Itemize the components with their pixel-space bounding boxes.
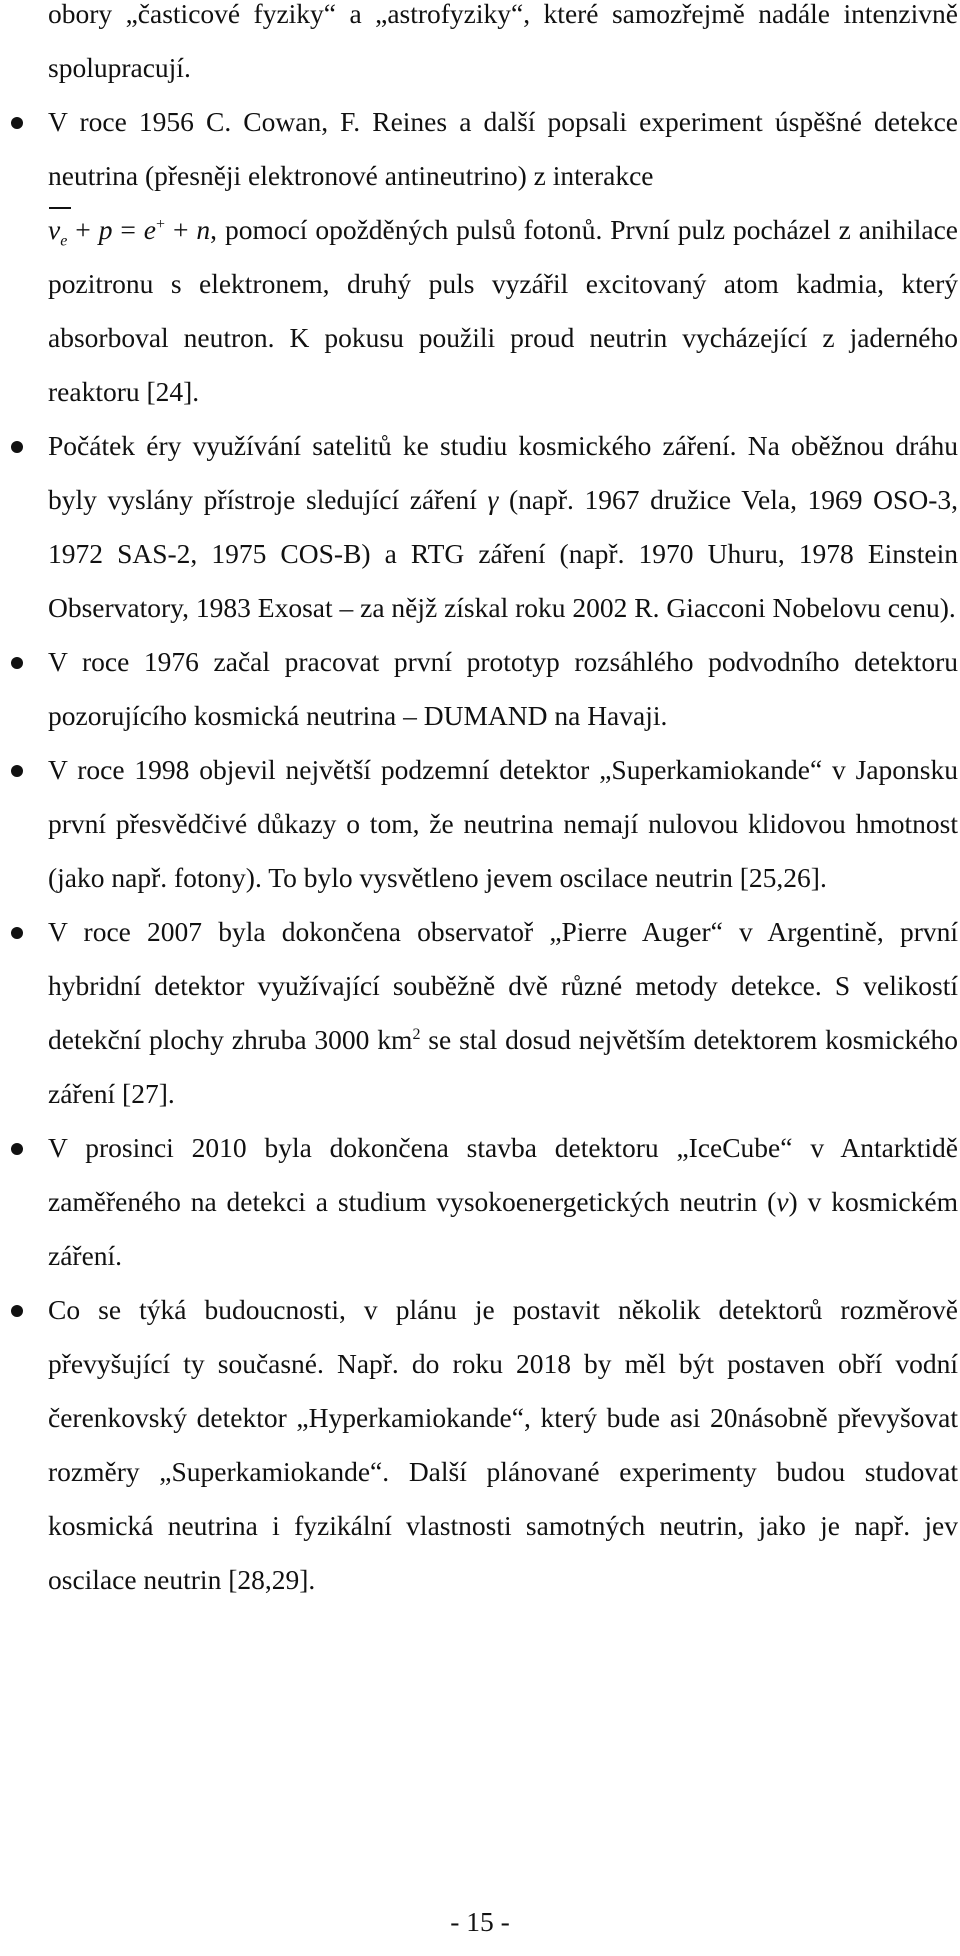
gamma-symbol: γ [487,484,499,515]
page-number: - 15 - [450,1906,510,1937]
equation-antineutrino: ν [48,203,60,257]
continuation-paragraph: obory „časticové fyziky“ a „astrofyziky“, které samozřejmě nadále intenzivně spolupracují. [48,0,958,83]
bullet-icon [11,765,23,777]
item-text: V roce 2007 byla dokončena observatoř „Pierre Auger“ v Argentině, první hybridní detektor využívající souběžně dvě různé metody detekce. S velikostí detekční plochy zhruba 3000 km [48,916,958,1055]
list-item [48,635,958,743]
item-text: (např. 1967 družice Vela, 1969 OSO-3, 1972 SAS-2, 1975 COS-B) a RTG záření (např. 1970 Uhuru, 1978 Einstein Observatory, 1983 Exosat – za nějž získal roku 2002 R. Giacconi Nobelovu cenu). [48,484,958,623]
list-item [48,95,958,419]
item-text: se stal dosud největším detektorem kosmického záření [27]. [48,1024,958,1109]
item-text: , pomocí opožděných pulsů fotonů. První pulz pocházel z anihilace pozitronu s elektronem, druhý puls vyzářil excitovaný atom kadmia, který absorboval neutron. K pokusu použili proud neutrin vycházející z jaderného reaktoru [24]. [48,214,959,407]
list-item [48,743,958,905]
bullet-icon [11,657,23,669]
list-item [48,1283,958,1607]
equation-subscript: e [60,232,68,250]
item-text: V roce 1976 začal pracovat první prototyp rozsáhlého podvodního detektoru pozorujícího kosmická neutrina – DUMAND na Havaji. [48,646,958,731]
equation [48,214,211,250]
equation-operator: + [67,214,99,245]
item-text: V roce 1998 objevil největší podzemní detektor „Superkamiokande“ v Japonsku první přesvědčivé důkazy o tom, že neutrina nemají nulovou klidovou hmotnost (jako např. fotony). To bylo vysvětleno jevem oscilace neutrin [25,26]. [48,754,958,893]
item-text: V prosinci 2010 byla dokončena stavba detektoru „IceCube“ v Antarktidě zaměřeného na detekci a studium vysokoenergetických neutrin ( [48,1132,958,1217]
item-text: Co se týká budoucnosti, v plánu je postavit několik detektorů rozměrově převyšující ty současné. Např. do roku 2018 by měl být postaven obří vodní čerenkovský detektor „Hyperkamiokande“, který bude asi 20násobně převyšovat rozměry „Superkamiokande“. Další plánované experimenty budou studovat kosmická neutrina i fyzikální vlastnosti samotných neutrin, jako je např. jev oscilace neutrin [28,29]. [48,1294,958,1595]
equation-proton: p [98,214,113,245]
bullet-icon [11,441,23,453]
list-item [48,905,958,1121]
bullet-icon [11,1143,23,1155]
equation-positron: e [143,214,157,245]
bullet-icon [11,117,23,129]
bullet-icon [11,1305,23,1317]
equation-operator: + [165,214,197,245]
superscript: 2 [412,1025,421,1043]
item-text: ) v kosmickém záření. [48,1186,958,1271]
bullet-list [48,95,958,1607]
item-text: V roce 1956 C. Cowan, F. Reines a další popsali experiment úspěšné detekce neutrina (přesněji elektronové antineutrino) z interakce [48,106,958,191]
list-item [48,1121,958,1283]
equation-neutron: n [196,214,211,245]
equation-superscript: + [156,215,166,233]
bullet-icon [11,927,23,939]
nu-symbol: ν [776,1186,789,1217]
item-text: Počátek éry využívání satelitů ke studiu kosmického záření. Na oběžnou dráhu byly vyslány přístroje sledující záření [48,430,958,515]
equation-operator: = [112,214,144,245]
list-item [48,419,958,635]
